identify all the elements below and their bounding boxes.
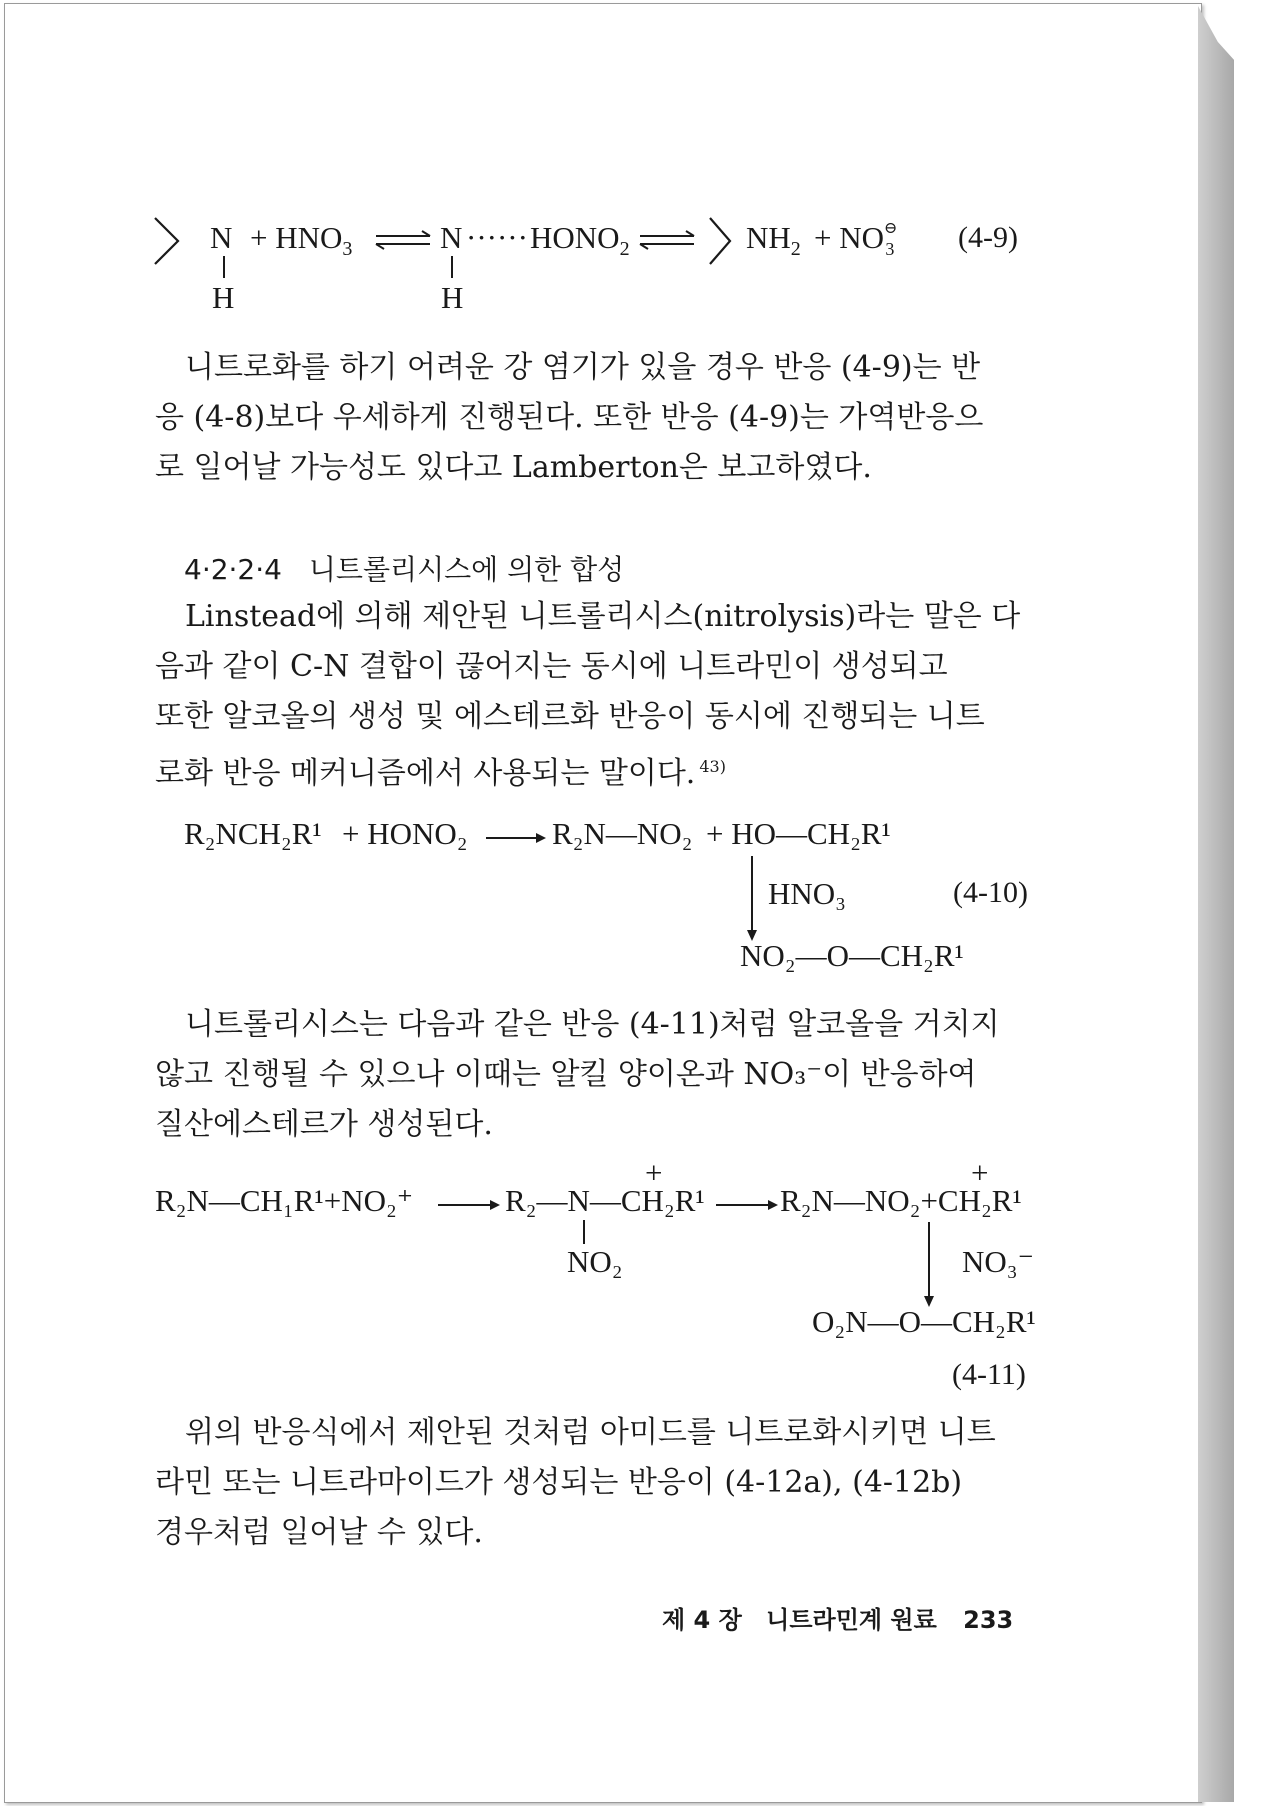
paragraph-4 xyxy=(155,1408,1035,1558)
eq-4-10-product-1: R₂N—NO₂ xyxy=(552,816,693,851)
footer-chapter: 제 4 장 xyxy=(662,1606,742,1634)
eq-4-10-hono2: + HONO₂ xyxy=(342,816,468,851)
eq-4-11-number: (4-11) xyxy=(952,1358,1026,1391)
eq-4-9-nh2-sub: 2 xyxy=(790,238,801,261)
eq-4-11-final: O₂N—O—CH₂R¹ xyxy=(812,1304,1036,1339)
eq-4-9-number: (4-9) xyxy=(958,221,1018,254)
page-footer xyxy=(662,1600,1013,1635)
eq-4-9-H-left: H xyxy=(212,280,235,315)
eq-4-11-plus-b: + xyxy=(971,1155,989,1190)
eq-4-9-hono: HONO xyxy=(530,220,620,255)
section-number: 4·2·2·4 xyxy=(184,553,282,586)
eq-4-9-H-mid: H xyxy=(441,280,464,315)
eq-4-9-plus-hno: + HNO xyxy=(250,220,343,255)
eq-4-10-reagent: HNO₃ xyxy=(768,876,846,911)
footer-title: 니트라민계 원료 xyxy=(766,1606,937,1634)
eq-4-11-intermediate: R₂—N—CH₂R¹ xyxy=(505,1183,705,1218)
paragraph-1-line-1: 니트로화를 하기 어려운 강 염기가 있을 경우 반응 (4-9)는 반 xyxy=(185,350,981,385)
eq-4-10-product-2: + HO—CH₂R¹ xyxy=(706,816,891,851)
eq-4-9-no3-sup: ⊖ xyxy=(884,219,898,237)
eq-4-11-reagent: NO₃⁻ xyxy=(962,1244,1034,1279)
eq-4-10-number: (4-10) xyxy=(953,876,1028,909)
section-title: 니트롤리시스에 의한 합성 xyxy=(308,553,625,586)
eq-4-10-final: NO₂—O—CH₂R¹ xyxy=(740,938,964,973)
eq-4-11-intermediate-no2: NO₂ xyxy=(567,1244,623,1279)
reference-43: 43) xyxy=(699,757,726,776)
eq-4-9-sub2: 2 xyxy=(619,238,630,261)
eq-4-9-dots: ······ xyxy=(466,220,528,255)
eq-4-9-sub3: 3 xyxy=(342,238,353,261)
paragraph-2-line-1: Linstead에 의해 제안된 니트롤리시스(nitrolysis)라는 말은 다 xyxy=(185,599,1021,634)
paragraph-4-line-2: 라민 또는 니트라마이드가 생성되는 반응이 (4-12a), (4-12b) xyxy=(155,1465,963,1500)
eq-4-11-reactant: R₂N—CH₁R¹+NO₂⁺ xyxy=(155,1183,414,1218)
eq-4-11-plus-a: + xyxy=(645,1155,663,1190)
paragraph-4-line-1: 위의 반응식에서 제안된 것처럼 아미드를 니트로화시키면 니트 xyxy=(185,1415,996,1450)
paragraph-3-line-3: 질산에스테르가 생성된다. xyxy=(155,1107,493,1142)
eq-4-10-reactant: R₂NCH₂R¹ xyxy=(184,816,322,851)
paragraph-3-line-1: 니트롤리시스는 다음과 같은 반응 (4-11)처럼 알코올을 거치지 xyxy=(185,1007,1000,1042)
paragraph-4-line-3: 경우처럼 일어날 수 있다. xyxy=(155,1515,483,1550)
paragraph-1-line-3: 로 일어날 가능성도 있다고 Lamberton은 보고하였다. xyxy=(155,450,872,485)
paragraph-2-line-3: 또한 알코올의 생성 및 에스테르화 반응이 동시에 진행되는 니트 xyxy=(155,699,985,734)
paragraph-2-line-4-text: 로화 반응 메커니즘에서 사용되는 말이다. xyxy=(155,756,696,791)
eq-4-11-product: R₂N—NO₂+CH₂R¹ xyxy=(780,1183,1022,1218)
eq-4-9-N-left: N xyxy=(210,220,233,255)
eq-4-9-nh: NH xyxy=(746,220,791,255)
paragraph-3-line-2: 않고 진행될 수 있으나 이때는 알킬 양이온과 NO₃⁻이 반응하여 xyxy=(155,1057,977,1092)
paragraph-2-line-2: 음과 같이 C-N 결합이 끊어지는 동시에 니트라민이 생성되고 xyxy=(155,649,948,684)
eq-4-9-N-mid: N xyxy=(440,220,463,255)
eq-4-9-no3-sub: 3 xyxy=(885,239,895,260)
paragraph-1-line-2: 응 (4-8)보다 우세하게 진행된다. 또한 반응 (4-9)는 가역반응으 xyxy=(155,400,984,435)
eq-4-9-plus-no: + NO xyxy=(814,220,885,255)
page-number: 233 xyxy=(963,1606,1014,1634)
